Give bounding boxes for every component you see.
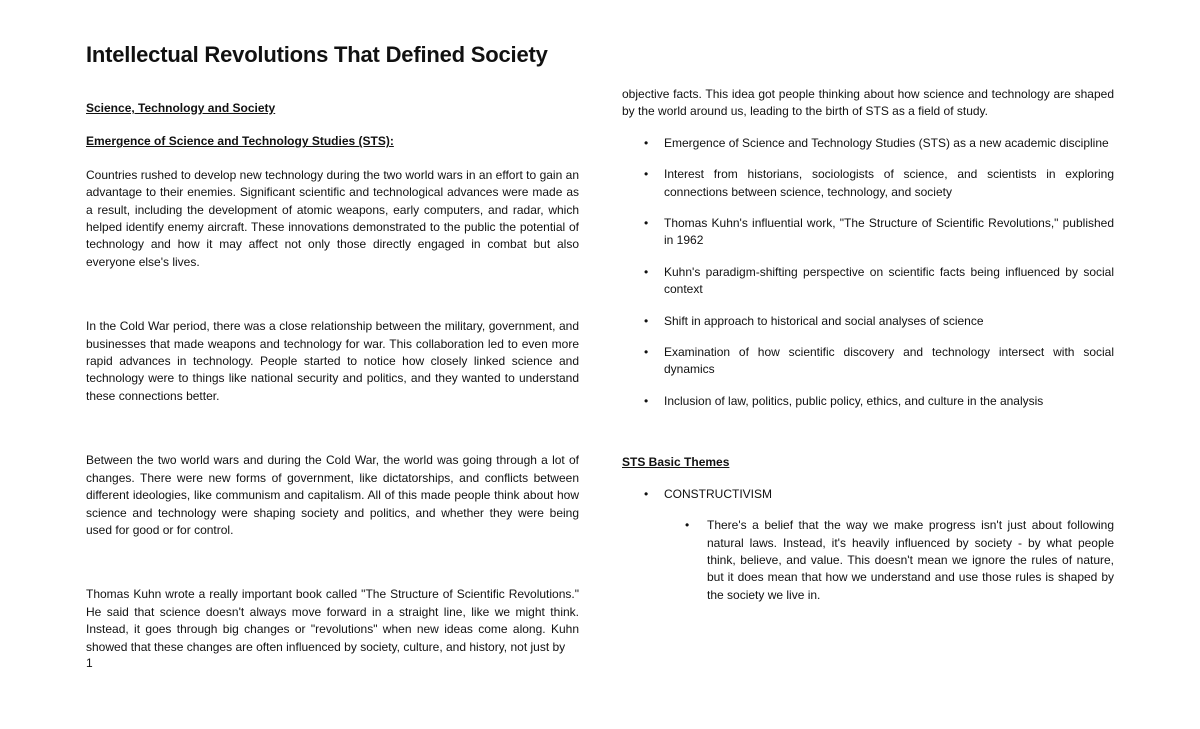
list-item xyxy=(622,166,1114,201)
bullet-icon: • xyxy=(644,486,649,501)
list-item xyxy=(622,517,1114,604)
list-item xyxy=(622,215,1114,250)
paragraph-2: In the Cold War period, there was a close relationship between the military, government, and businesses that made weapons and technology for war. This collaboration led to even more rapid advances in technology. People started to notice how closely linked science and technology were to things like national security and politics, and they wanted to understand these connections better. xyxy=(86,319,579,403)
list-item xyxy=(622,313,1114,330)
list-item-text: Examination of how scientific discovery and technology intersect with social dynamics xyxy=(664,345,1114,377)
list-item-text: Kuhn's paradigm-shifting perspective on scientific facts being influenced by social context xyxy=(664,264,1114,297)
list-item-text: Thomas Kuhn's influential work, "The Structure of Scientific Revolutions," published in 1962 xyxy=(664,216,1114,248)
document-title: Intellectual Revolutions That Defined Society xyxy=(86,42,548,67)
list-item xyxy=(622,135,1114,152)
bullet-icon: • xyxy=(644,345,649,360)
list-item xyxy=(622,393,1114,410)
bullet-icon: • xyxy=(644,264,649,279)
bullet-icon: • xyxy=(644,313,649,328)
list-item xyxy=(622,344,1114,379)
list-item-text: Interest from historians, sociologists of science, and scientists in exploring connections between science, technology, and society xyxy=(664,167,1114,199)
themes-list xyxy=(622,486,1114,503)
bullet-icon: • xyxy=(644,167,649,182)
list-item xyxy=(622,264,1114,299)
paragraph-1: Countries rushed to develop new technology during the two world wars in an effort to gain an advantage to their enemies. Significant scientific and technological advances were made as a result, including the development of atomic weapons, early computers, and radar, which helped identify enemy aircraft. These innovations demonstrated to the public the potential of technology and how it may affect not only those directly engaged in combat but also everyone else's lives. xyxy=(86,167,579,269)
bullet-icon: • xyxy=(644,216,649,231)
list-item xyxy=(622,486,1114,503)
right-column xyxy=(622,86,1114,604)
list-item-text: Shift in approach to historical and social analyses of science xyxy=(664,313,984,328)
theme-bullet-text: CONSTRUCTIVISM xyxy=(664,486,772,501)
paragraph-3: Between the two world wars and during the Cold War, the world was going through a lot of changes. There were new forms of government, like dictatorships, and conflicts between different ideologies, like communism and capitalism. All of this made people think about how science and technology were shaping society and politics, and whether they were being used for good or for control. xyxy=(86,453,579,537)
bullet-icon: • xyxy=(644,135,649,150)
section-title: Science, Technology and Society xyxy=(86,101,276,115)
list-item-text: Inclusion of law, politics, public policy, ethics, and culture in the analysis xyxy=(664,393,1044,408)
bullet-icon: • xyxy=(685,518,690,533)
sts-bullet-list xyxy=(622,135,1114,410)
page-number: 1 xyxy=(86,656,93,670)
list-item-text: Emergence of Science and Technology Studies (STS) as a new academic discipline xyxy=(664,135,1109,150)
themes-title: STS Basic Themes xyxy=(622,455,730,470)
paragraph-4: Thomas Kuhn wrote a really important book called "The Structure of Scientific Revolutions." He said that science doesn't always move forward in a straight line, like we might think. Instead, it goes through big changes or "revolutions" when new ideas come along. Kuhn showed that these changes are often influenced by society, culture, and history, not just by xyxy=(86,587,579,654)
bullet-icon: • xyxy=(644,393,649,408)
theme-sub-list xyxy=(622,517,1114,604)
subsection-title: Emergence of Science and Technology Studies (STS): xyxy=(86,134,394,149)
left-column xyxy=(86,100,579,656)
theme-sub-bullet-text: There's a belief that the way we make progress isn't just about following natural laws. Instead, it's heavily influenced by society - by what people think, believe, and value. This doesn't mean we ignore the rules of nature, but it does mean that how we understand and use those rules is shaped by the society we live in. xyxy=(707,518,1114,602)
continuation-paragraph: objective facts. This idea got people thinking about how science and technology are shaped by the world around us, leading to the birth of STS as a field of study. xyxy=(622,87,1114,119)
